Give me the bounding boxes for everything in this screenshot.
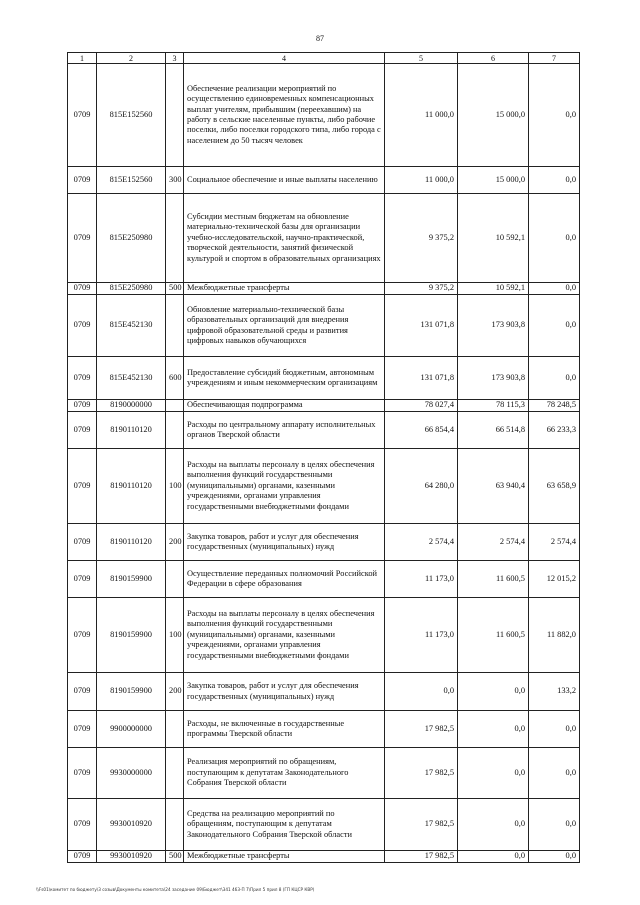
amount-col5: 11 173,0 xyxy=(385,598,458,673)
target-article-code: 815E250980 xyxy=(97,283,166,295)
target-article-code: 8190110120 xyxy=(97,524,166,561)
amount-col6: 11 600,5 xyxy=(458,561,529,598)
amount-col5: 9 375,2 xyxy=(385,194,458,283)
table-row xyxy=(68,283,580,295)
row-description: Обеспечивающая подпрограмма xyxy=(184,400,385,412)
target-article-code: 8190110120 xyxy=(97,412,166,449)
budget-table xyxy=(67,52,580,863)
expense-type-code: 200 xyxy=(166,524,184,561)
expense-type-code: 300 xyxy=(166,167,184,194)
amount-col7: 0,0 xyxy=(529,167,580,194)
row-description: Обеспечение реализации мероприятий по осуществлению единовременных компенсационных выплат учителям, прибывшим (переехавшим) на работу в сельские населенные пункты, либо рабочие поселки, либо поселки городского типа, либо города с населением до 50 тысяч человек xyxy=(184,64,385,167)
header-cell: 2 xyxy=(97,53,166,64)
amount-col7: 78 248,5 xyxy=(529,400,580,412)
section-code: 0709 xyxy=(68,400,97,412)
target-article-code: 8190159900 xyxy=(97,598,166,673)
amount-col7: 0,0 xyxy=(529,283,580,295)
target-article-code: 9930010920 xyxy=(97,799,166,851)
section-code: 0709 xyxy=(68,799,97,851)
amount-col5: 66 854,4 xyxy=(385,412,458,449)
amount-col6: 2 574,4 xyxy=(458,524,529,561)
amount-col7: 0,0 xyxy=(529,357,580,400)
amount-col5: 17 982,5 xyxy=(385,748,458,799)
amount-col7: 63 658,9 xyxy=(529,449,580,524)
amount-col7: 0,0 xyxy=(529,711,580,748)
table-row xyxy=(68,799,580,851)
amount-col5: 11 000,0 xyxy=(385,64,458,167)
amount-col6: 0,0 xyxy=(458,851,529,863)
table-row xyxy=(68,598,580,673)
expense-type-code xyxy=(166,295,184,357)
target-article-code: 815E452130 xyxy=(97,357,166,400)
target-article-code: 9900000000 xyxy=(97,711,166,748)
row-description: Расходы на выплаты персоналу в целях обеспечения выполнения функций государственными (муниципальными) органами, казенными учреждениями, органами управления государственными внебюджетными фондами xyxy=(184,598,385,673)
section-code: 0709 xyxy=(68,673,97,711)
amount-col7: 11 882,0 xyxy=(529,598,580,673)
amount-col5: 9 375,2 xyxy=(385,283,458,295)
amount-col7: 133,2 xyxy=(529,673,580,711)
amount-col5: 17 982,5 xyxy=(385,851,458,863)
row-description: Расходы по центральному аппарату исполнительных органов Тверской области xyxy=(184,412,385,449)
amount-col6: 173 903,8 xyxy=(458,357,529,400)
amount-col5: 131 071,8 xyxy=(385,295,458,357)
amount-col7: 0,0 xyxy=(529,64,580,167)
amount-col6: 78 115,3 xyxy=(458,400,529,412)
expense-type-code xyxy=(166,412,184,449)
header-cell: 6 xyxy=(458,53,529,64)
row-description: Реализация мероприятий по обращениям, поступающим к депутатам Законодательного Собрания Тверской области xyxy=(184,748,385,799)
row-description: Социальное обеспечение и иные выплаты населению xyxy=(184,167,385,194)
table-row xyxy=(68,167,580,194)
amount-col5: 131 071,8 xyxy=(385,357,458,400)
table-row xyxy=(68,561,580,598)
table-row xyxy=(68,673,580,711)
amount-col7: 0,0 xyxy=(529,851,580,863)
amount-col5: 2 574,4 xyxy=(385,524,458,561)
section-code: 0709 xyxy=(68,711,97,748)
amount-col6: 0,0 xyxy=(458,711,529,748)
amount-col5: 17 982,5 xyxy=(385,799,458,851)
section-code: 0709 xyxy=(68,851,97,863)
table-row xyxy=(68,449,580,524)
amount-col7: 0,0 xyxy=(529,295,580,357)
amount-col6: 15 000,0 xyxy=(458,64,529,167)
amount-col6: 0,0 xyxy=(458,673,529,711)
section-code: 0709 xyxy=(68,64,97,167)
target-article-code: 8190159900 xyxy=(97,673,166,711)
expense-type-code: 100 xyxy=(166,598,184,673)
page-number: 87 xyxy=(316,34,324,43)
row-description: Предоставление субсидий бюджетным, автономным учреждениям и иным некоммерческим организациям xyxy=(184,357,385,400)
amount-col5: 11 173,0 xyxy=(385,561,458,598)
expense-type-code: 500 xyxy=(166,851,184,863)
section-code: 0709 xyxy=(68,412,97,449)
row-description: Расходы, не включенные в государственные программы Тверской области xyxy=(184,711,385,748)
expense-type-code xyxy=(166,194,184,283)
row-description: Закупка товаров, работ и услуг для обеспечения государственных (муниципальных) нужд xyxy=(184,524,385,561)
section-code: 0709 xyxy=(68,194,97,283)
row-description: Межбюджетные трансферты xyxy=(184,283,385,295)
amount-col7: 0,0 xyxy=(529,194,580,283)
amount-col7: 66 233,3 xyxy=(529,412,580,449)
table-row xyxy=(68,194,580,283)
table-row xyxy=(68,64,580,167)
amount-col6: 0,0 xyxy=(458,748,529,799)
expense-type-code xyxy=(166,748,184,799)
amount-col7: 0,0 xyxy=(529,799,580,851)
file-path-footer: \\Fs01\комитет по бюджету\3 созыв\Документы комитета\24 заседание 09\Бюджет\341 463-П 7\Прил 5 прил 8 (ГП КЦСР КВР) xyxy=(36,887,315,892)
table-row xyxy=(68,748,580,799)
header-cell: 4 xyxy=(184,53,385,64)
expense-type-code xyxy=(166,400,184,412)
section-code: 0709 xyxy=(68,295,97,357)
table-row xyxy=(68,295,580,357)
amount-col5: 64 280,0 xyxy=(385,449,458,524)
table-row xyxy=(68,412,580,449)
header-cell: 7 xyxy=(529,53,580,64)
amount-col7: 12 015,2 xyxy=(529,561,580,598)
amount-col7: 2 574,4 xyxy=(529,524,580,561)
header-cell: 3 xyxy=(166,53,184,64)
amount-col6: 10 592,1 xyxy=(458,194,529,283)
expense-type-code xyxy=(166,64,184,167)
section-code: 0709 xyxy=(68,283,97,295)
row-description: Расходы на выплаты персоналу в целях обеспечения выполнения функций государственными (муниципальными) органами, казенными учреждениями, органами управления государственными внебюджетными фондами xyxy=(184,449,385,524)
amount-col5: 17 982,5 xyxy=(385,711,458,748)
target-article-code: 815E152560 xyxy=(97,64,166,167)
amount-col6: 0,0 xyxy=(458,799,529,851)
expense-type-code: 600 xyxy=(166,357,184,400)
section-code: 0709 xyxy=(68,598,97,673)
target-article-code: 815E152560 xyxy=(97,167,166,194)
table-row xyxy=(68,851,580,863)
target-article-code: 815E250980 xyxy=(97,194,166,283)
section-code: 0709 xyxy=(68,561,97,598)
expense-type-code xyxy=(166,561,184,598)
table-row xyxy=(68,711,580,748)
amount-col6: 63 940,4 xyxy=(458,449,529,524)
amount-col5: 78 027,4 xyxy=(385,400,458,412)
row-description: Средства на реализацию мероприятий по обращениям, поступающим к депутатам Законодательного Собрания Тверской области xyxy=(184,799,385,851)
row-description: Закупка товаров, работ и услуг для обеспечения государственных (муниципальных) нужд xyxy=(184,673,385,711)
amount-col6: 10 592,1 xyxy=(458,283,529,295)
target-article-code: 8190159900 xyxy=(97,561,166,598)
table-row xyxy=(68,357,580,400)
amount-col5: 0,0 xyxy=(385,673,458,711)
target-article-code: 815E452130 xyxy=(97,295,166,357)
expense-type-code: 200 xyxy=(166,673,184,711)
amount-col6: 66 514,8 xyxy=(458,412,529,449)
row-description: Субсидии местным бюджетам на обновление материально-технической базы для организации учебно-исследовательской, научно-практической, творческой деятельности, занятий физической культурой и спортом в образовательных организациях xyxy=(184,194,385,283)
target-article-code: 9930000000 xyxy=(97,748,166,799)
expense-type-code: 100 xyxy=(166,449,184,524)
expense-type-code xyxy=(166,799,184,851)
table-row xyxy=(68,400,580,412)
row-description: Обновление материально-технической базы образовательных организаций для внедрения цифровой образовательной среды и развития цифровых навыков обучающихся xyxy=(184,295,385,357)
section-code: 0709 xyxy=(68,449,97,524)
section-code: 0709 xyxy=(68,357,97,400)
table-header-row xyxy=(68,53,580,64)
amount-col6: 15 000,0 xyxy=(458,167,529,194)
section-code: 0709 xyxy=(68,748,97,799)
target-article-code: 9930010920 xyxy=(97,851,166,863)
target-article-code: 8190000000 xyxy=(97,400,166,412)
amount-col6: 173 903,8 xyxy=(458,295,529,357)
amount-col7: 0,0 xyxy=(529,748,580,799)
expense-type-code xyxy=(166,711,184,748)
expense-type-code: 500 xyxy=(166,283,184,295)
table-row xyxy=(68,524,580,561)
amount-col6: 11 600,5 xyxy=(458,598,529,673)
amount-col5: 11 000,0 xyxy=(385,167,458,194)
row-description: Межбюджетные трансферты xyxy=(184,851,385,863)
section-code: 0709 xyxy=(68,167,97,194)
target-article-code: 8190110120 xyxy=(97,449,166,524)
section-code: 0709 xyxy=(68,524,97,561)
header-cell: 1 xyxy=(68,53,97,64)
header-cell: 5 xyxy=(385,53,458,64)
row-description: Осуществление переданных полномочий Российской Федерации в сфере образования xyxy=(184,561,385,598)
